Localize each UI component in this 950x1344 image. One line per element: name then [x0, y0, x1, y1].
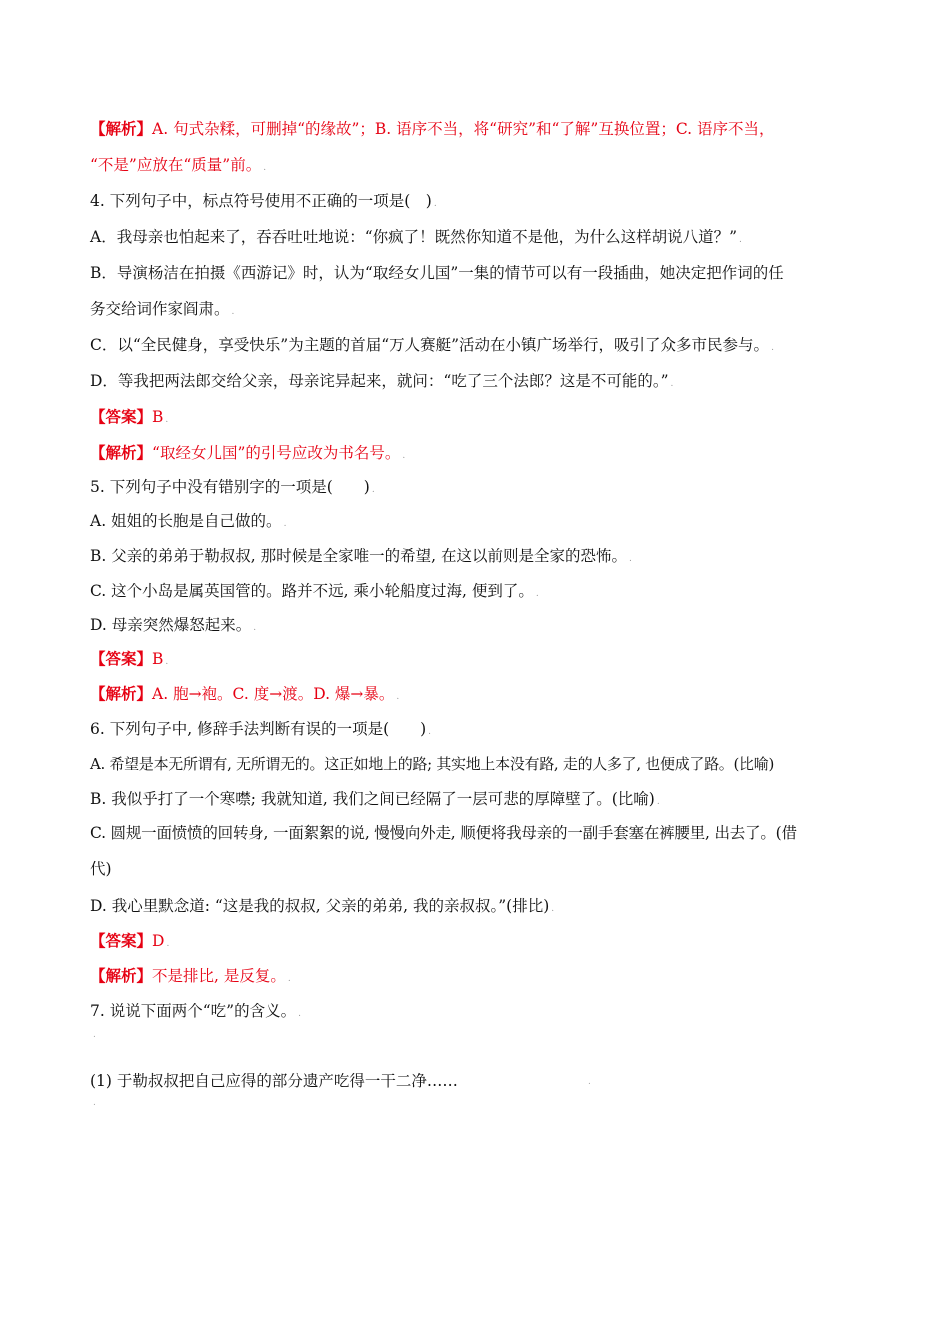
- paragraph-mark: .: [551, 904, 555, 914]
- paragraph-mark: .: [165, 415, 169, 425]
- paragraph-mark: .: [298, 1009, 301, 1019]
- paragraph-mark: .: [253, 623, 257, 633]
- question-4: 4. 下列句子中，标点符号使用不正确的一项是( ) .: [90, 192, 437, 210]
- q4-answer: 【答案】B .: [90, 407, 169, 426]
- paragraph-mark: .: [433, 199, 437, 209]
- q7-item-1: (1) 于勒叔叔把自己应得的部分遗产吃得一干二净……: [90, 1072, 458, 1090]
- q5-option-b: B. 父亲的弟弟于勒叔叔, 那时候是全家唯一的希望, 在这以前则是全家的恐怖。 .: [90, 547, 632, 565]
- paragraph-mark: .: [428, 727, 432, 737]
- q6-answer: 【答案】D .: [90, 931, 170, 950]
- q6-option-c: C. 圆规一面愤愤的回转身, 一面絮絮的说, 慢慢向外走, 顺便将我母亲的一副手套塞在裤腰里, 出去了。(借: [90, 824, 797, 842]
- q6-option-c-cont: 代): [90, 860, 112, 878]
- paragraph-mark: .: [739, 235, 742, 245]
- paragraph-mark: .: [165, 657, 169, 667]
- q6-option-b: B. 我似乎打了一个寒噤; 我就知道, 我们之间已经隔了一层可悲的厚障壁了。(比喻) .: [90, 790, 660, 808]
- q6-option-d: D. 我心里默念道: “这是我的叔叔, 父亲的弟弟, 我的亲叔叔。”(排比) .: [90, 897, 555, 915]
- q5-option-a: A. 姐姐的长胞是自己做的。 .: [90, 512, 287, 530]
- q5-analysis: 【解析】A. 胞→袍。C. 度→渡。D. 爆→暴。 .: [90, 684, 400, 703]
- paragraph-mark: .: [287, 974, 291, 984]
- q4-option-c: C．以“全民健身，享受快乐”为主题的首届“万人赛艇”活动在小镇广场举行，吸引了众多市民参与。 .: [90, 336, 774, 354]
- q4-option-a: A．我母亲也怕起来了，吞吞吐吐地说：“你疯了！既然你知道不是他，为什么这样胡说八道？” .: [90, 228, 742, 246]
- paragraph-mark: .: [670, 379, 674, 389]
- q6-option-a: A. 希望是本无所谓有, 无所谓无的。这正如地上的路; 其实地上本没有路, 走的人多了, 也便成了路。(比喻): [90, 755, 775, 773]
- empty-paragraph-mark: .: [93, 1030, 96, 1040]
- paragraph-mark: .: [656, 797, 660, 807]
- paragraph-mark: .: [283, 519, 287, 529]
- paragraph-mark: .: [166, 939, 170, 949]
- paragraph-mark: .: [371, 485, 375, 495]
- q4-analysis: 【解析】“取经女儿国”的引号应改为书名号。 .: [90, 443, 406, 462]
- paragraph-mark: .: [263, 163, 267, 173]
- paragraph-mark: .: [628, 554, 632, 564]
- q5-answer: 【答案】B .: [90, 649, 169, 668]
- q4-option-b: B．导演杨洁在拍摄《西游记》时，认为“取经女儿国”一集的情节可以有一段插曲，她决定把作词的任: [90, 264, 784, 282]
- question-7: 7. 说说下面两个“吃”的含义。 .: [90, 1002, 301, 1020]
- analysis-line-3-cont: “不是”应放在“质量”前。 .: [90, 156, 267, 174]
- question-6: 6. 下列句子中, 修辞手法判断有误的一项是( ) .: [90, 720, 432, 738]
- paragraph-mark: .: [396, 692, 400, 702]
- paragraph-mark: .: [231, 307, 235, 317]
- q5-option-c: C. 这个小岛是属英国管的。路并不远, 乘小轮船度过海, 便到了。 .: [90, 582, 539, 600]
- question-5: 5. 下列句子中没有错别字的一项是( ) .: [90, 478, 375, 496]
- q5-option-d: D. 母亲突然爆怒起来。 .: [90, 616, 257, 634]
- paragraph-mark: .: [402, 451, 406, 461]
- empty-paragraph-mark: .: [93, 1098, 96, 1108]
- paragraph-mark: .: [535, 589, 539, 599]
- q6-analysis: 【解析】不是排比, 是反复。 .: [90, 966, 291, 985]
- q4-option-b-cont: 务交给词作家阎肃。 .: [90, 300, 235, 318]
- analysis-line-3: 【解析】A. 句式杂糅，可删掉“的缘故”；B. 语序不当，将“研究”和“了解”互换位置；C. 语序不当，: [90, 119, 775, 138]
- paragraph-mark: .: [588, 1077, 591, 1087]
- q4-option-d: D．等我把两法郎交给父亲，母亲诧异起来，就问：“吃了三个法郎？这是不可能的。” .: [90, 372, 674, 390]
- paragraph-mark: .: [771, 343, 774, 353]
